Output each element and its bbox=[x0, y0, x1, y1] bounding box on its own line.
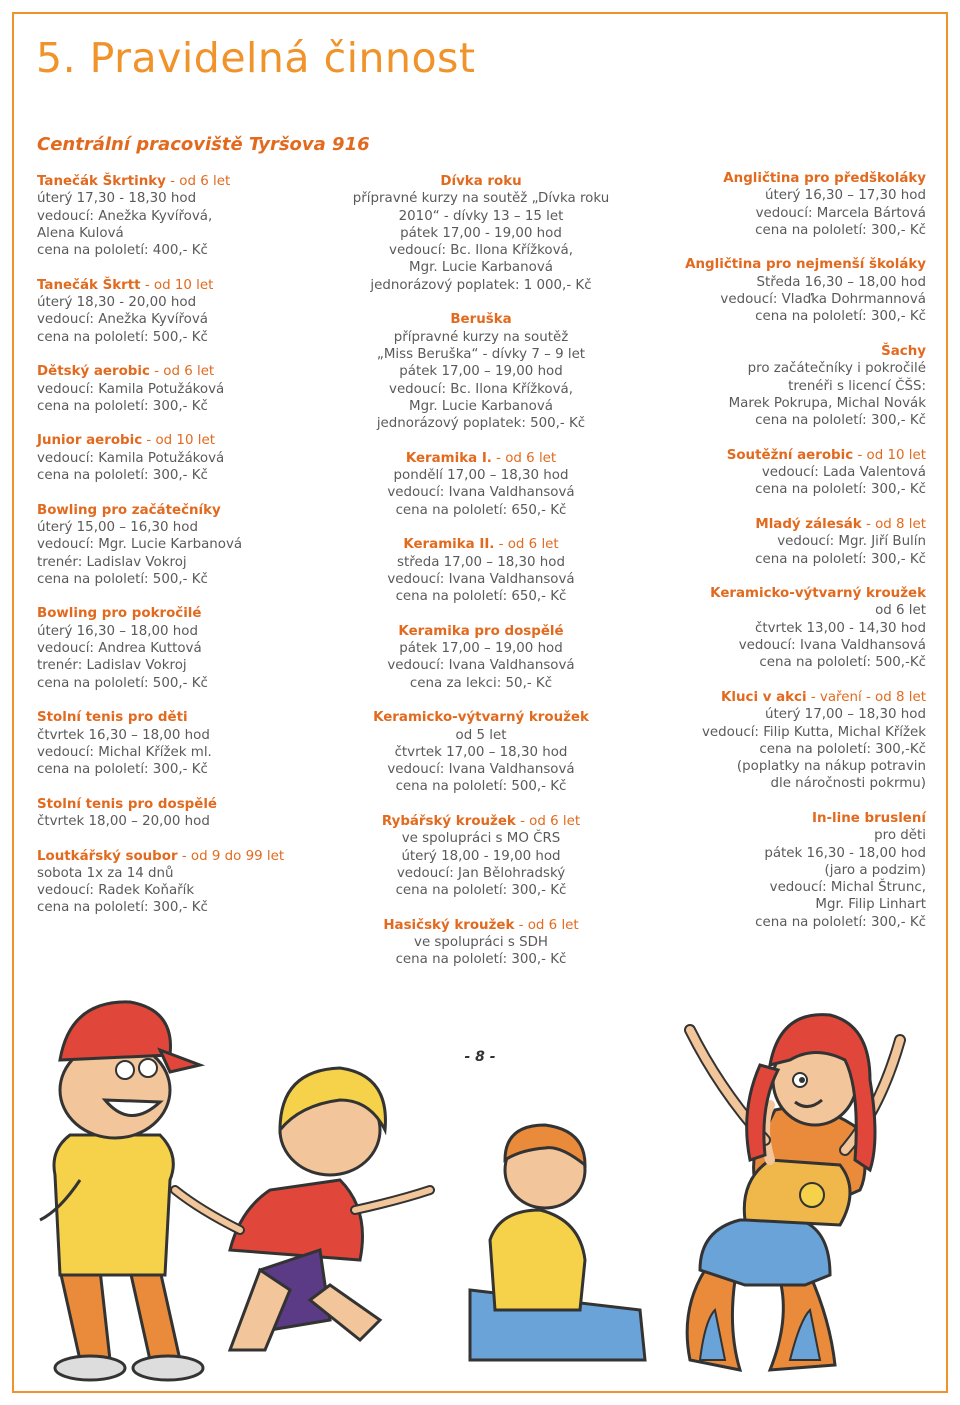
activity-block bbox=[340, 450, 622, 519]
activity-detail: čtvrtek 13,00 - 14,30 hod bbox=[755, 620, 926, 636]
activity-detail: pátek 16,30 - 18,00 hod bbox=[764, 845, 926, 861]
activity-title: Šachy bbox=[881, 343, 926, 359]
activity-age: - od 8 let bbox=[861, 516, 926, 532]
activity-age: - od 9 do 99 let bbox=[177, 848, 285, 864]
activity-title: Bowling pro pokročilé bbox=[37, 606, 202, 622]
right-column bbox=[630, 170, 926, 948]
page-number: - 8 - bbox=[464, 1049, 496, 1065]
activity-detail: vedoucí: Ivana Valdhansová bbox=[738, 638, 926, 654]
activity-heading bbox=[340, 536, 622, 553]
activity-heading bbox=[630, 689, 926, 706]
activity-detail: cena na pololetí: 300,- Kč bbox=[755, 482, 926, 498]
activity-heading bbox=[340, 709, 622, 726]
activity-detail: Mgr. Lucie Karbanová bbox=[409, 260, 553, 276]
activity-heading bbox=[37, 709, 337, 726]
activity-detail: pátek 17,00 - 19,00 hod bbox=[400, 225, 562, 241]
activity-heading bbox=[630, 516, 926, 533]
activity-detail: úterý 16,30 – 18,00 hod bbox=[37, 623, 198, 639]
activity-title: Angličtina pro nejmenší školáky bbox=[685, 257, 926, 273]
activity-heading bbox=[37, 796, 337, 813]
activity-title: Loutkářský soubor bbox=[37, 848, 178, 864]
activity-detail: cena na pololetí: 500,- Kč bbox=[37, 329, 208, 345]
activity-detail: vedoucí: Anežka Kyvířová bbox=[37, 312, 208, 328]
activity-title: In-line bruslení bbox=[811, 810, 926, 826]
activity-title: Bowling pro začátečníky bbox=[37, 502, 221, 518]
activity-heading bbox=[37, 277, 337, 294]
activity-detail: úterý 17,30 - 18,30 hod bbox=[37, 191, 197, 207]
activity-detail: vedoucí: Ivana Valdhansová bbox=[387, 658, 575, 674]
activity-block bbox=[340, 623, 622, 692]
middle-column bbox=[340, 173, 622, 986]
activity-heading bbox=[340, 623, 622, 640]
activity-detail: přípravné kurzy na soutěž bbox=[393, 329, 569, 345]
activity-block bbox=[340, 173, 622, 294]
activity-detail: od 6 let bbox=[875, 603, 926, 619]
activity-age: - od 6 let bbox=[149, 364, 215, 380]
activity-detail: cena za lekci: 50,- Kč bbox=[409, 675, 553, 691]
activity-detail: vedoucí: Michal Křížek ml. bbox=[37, 744, 212, 760]
activity-detail: cena na pololetí: 650,- Kč bbox=[395, 502, 567, 518]
activity-detail: vedoucí: Radek Koňařík bbox=[37, 883, 195, 899]
kids-illustration bbox=[0, 890, 960, 1395]
activity-block bbox=[630, 256, 926, 325]
activity-detail: pátek 17,00 – 19,00 hod bbox=[399, 641, 563, 657]
activity-detail: cena na pololetí: 300,-Kč bbox=[759, 741, 926, 757]
activity-title: Keramika II. bbox=[403, 537, 495, 553]
activity-block bbox=[340, 311, 622, 432]
activity-detail: (poplatky na nákup potravin bbox=[736, 759, 926, 775]
activity-detail: ve spolupráci s SDH bbox=[414, 935, 548, 951]
activity-title: Angličtina pro předškoláky bbox=[723, 171, 926, 186]
activity-detail: vedoucí: Vlaďka Dohrmannová bbox=[720, 292, 926, 308]
activity-title: Dívka roku bbox=[440, 174, 522, 189]
activity-age: - od 10 let bbox=[140, 277, 214, 293]
activity-detail: cena na pololetí: 400,- Kč bbox=[37, 243, 208, 259]
activity-detail: vedoucí: Ivana Valdhansová bbox=[387, 571, 575, 587]
activity-detail: jednorázový poplatek: 1 000,- Kč bbox=[370, 277, 592, 293]
activity-block bbox=[340, 709, 622, 795]
activity-block bbox=[630, 170, 926, 239]
activity-detail: trenéři s licencí ČŠS: bbox=[788, 378, 926, 394]
activity-detail: vedoucí: Bc. Ilona Křížková, bbox=[389, 243, 573, 259]
activity-detail: Mgr. Lucie Karbanová bbox=[409, 398, 553, 414]
activity-detail: (jaro a podzim) bbox=[824, 862, 926, 878]
activity-block bbox=[37, 605, 337, 691]
activity-heading bbox=[37, 605, 337, 622]
activity-title: Beruška bbox=[450, 312, 512, 328]
activity-title: Soutěžní aerobic bbox=[726, 447, 854, 463]
activity-detail: ve spolupráci s MO ČRS bbox=[401, 831, 561, 847]
activity-heading bbox=[630, 343, 926, 360]
activity-detail: cena na pololetí: 500,-Kč bbox=[759, 655, 926, 671]
activity-detail: úterý 17,00 – 18,30 hod bbox=[765, 707, 926, 723]
activity-detail: cena na pololetí: 650,- Kč bbox=[395, 589, 567, 605]
activity-block bbox=[37, 173, 337, 259]
activity-heading bbox=[37, 848, 337, 865]
activity-detail: pondělí 17,00 – 18,30 hod bbox=[393, 468, 569, 484]
activity-detail: vedoucí: Mgr. Jiří Bulín bbox=[777, 534, 926, 550]
activity-title: Junior aerobic bbox=[37, 433, 143, 449]
activity-heading bbox=[630, 810, 926, 827]
activity-block bbox=[340, 813, 622, 899]
activity-heading bbox=[37, 502, 337, 519]
activity-title: Rybářský kroužek bbox=[381, 813, 516, 829]
activity-title: Hasičský kroužek bbox=[383, 917, 515, 933]
activity-block bbox=[37, 502, 337, 588]
activity-heading bbox=[37, 173, 337, 190]
activity-detail: pátek 17,00 – 19,00 hod bbox=[399, 364, 563, 380]
activity-heading bbox=[630, 170, 926, 187]
activity-detail: jednorázový poplatek: 500,- Kč bbox=[376, 416, 586, 432]
activity-detail: cena na pololetí: 300,- Kč bbox=[755, 222, 926, 238]
activity-detail: vedoucí: Ivana Valdhansová bbox=[387, 762, 575, 778]
activity-detail: Alena Kulová bbox=[37, 225, 124, 241]
activity-title: Keramika pro dospělé bbox=[398, 623, 564, 639]
activity-title: Keramicko-výtvarný kroužek bbox=[373, 710, 589, 726]
page-title: 5. Pravidelná činnost bbox=[36, 34, 476, 82]
activity-heading bbox=[37, 363, 337, 380]
activity-detail: vedoucí: Filip Kutta, Michal Křížek bbox=[702, 724, 926, 740]
girl-figure bbox=[687, 1015, 900, 1370]
activity-block bbox=[37, 709, 337, 778]
activity-age: - od 6 let bbox=[165, 174, 231, 189]
activity-detail: trenér: Ladislav Vokroj bbox=[37, 554, 187, 570]
activity-detail: čtvrtek 16,30 – 18,00 hod bbox=[37, 727, 210, 743]
activity-detail: úterý 15,00 – 16,30 hod bbox=[37, 519, 198, 535]
activity-block bbox=[37, 796, 337, 831]
activity-detail: čtvrtek 18,00 – 20,00 hod bbox=[37, 813, 210, 829]
activity-detail: vedoucí: Michal Štrunc, bbox=[769, 880, 926, 896]
activity-detail: cena na pololetí: 500,- Kč bbox=[37, 675, 208, 691]
activity-age: - od 10 let bbox=[853, 447, 926, 463]
activity-detail: vedoucí: Anežka Kyvířová, bbox=[37, 208, 213, 224]
activity-detail: cena na pololetí: 300,- Kč bbox=[37, 762, 208, 778]
activity-block bbox=[630, 585, 926, 671]
activity-detail: cena na pololetí: 300,- Kč bbox=[395, 952, 567, 968]
activity-age: - vaření - od 8 let bbox=[806, 689, 926, 705]
activity-age: - od 6 let bbox=[515, 813, 581, 829]
activity-detail: vedoucí: Ivana Valdhansová bbox=[387, 485, 575, 501]
activity-title: Kluci v akci bbox=[721, 689, 807, 705]
activity-detail: Mgr. Filip Linhart bbox=[815, 897, 926, 913]
activity-heading bbox=[340, 450, 622, 467]
activity-title: Stolní tenis pro děti bbox=[37, 710, 188, 726]
activity-detail: cena na pololetí: 300,- Kč bbox=[37, 900, 208, 916]
activity-detail: sobota 1x za 14 dnů bbox=[37, 865, 174, 881]
activity-title: Stolní tenis pro dospělé bbox=[37, 796, 218, 812]
activity-heading bbox=[630, 585, 926, 602]
section-title: Centrální pracoviště Tyršova 916 bbox=[37, 134, 370, 155]
activity-detail: „Miss Beruška“ - dívky 7 – 9 let bbox=[376, 346, 586, 362]
activity-title: Mladý zálesák bbox=[755, 516, 862, 532]
activity-detail: středa 17,00 – 18,30 hod bbox=[397, 554, 565, 570]
activity-detail: úterý 18,30 - 20,00 hod bbox=[37, 295, 197, 311]
activity-block bbox=[37, 277, 337, 346]
activity-detail: pro děti bbox=[874, 828, 926, 844]
activity-detail: cena na pololetí: 300,- Kč bbox=[37, 398, 208, 414]
activity-detail: cena na pololetí: 300,- Kč bbox=[755, 914, 926, 930]
activity-detail: 2010“ - dívky 13 – 15 let bbox=[398, 208, 564, 224]
activity-detail: cena na pololetí: 300,- Kč bbox=[395, 883, 567, 899]
activity-detail: cena na pololetí: 500,- Kč bbox=[395, 779, 567, 795]
activity-title: Dětský aerobic bbox=[37, 364, 150, 380]
activity-block bbox=[37, 363, 337, 415]
activity-title: Tanečák Škrtt bbox=[37, 277, 141, 293]
activity-detail: Marek Pokrupa, Michal Novák bbox=[728, 395, 926, 411]
activity-block bbox=[630, 516, 926, 568]
activity-block bbox=[630, 343, 926, 429]
activity-detail: vedoucí: Kamila Potužáková bbox=[37, 450, 225, 466]
activity-detail: cena na pololetí: 300,- Kč bbox=[755, 551, 926, 567]
activity-detail: vedoucí: Kamila Potužáková bbox=[37, 381, 225, 397]
activity-age: - od 6 let bbox=[491, 450, 557, 466]
blonde-figure bbox=[175, 1068, 430, 1350]
activity-heading bbox=[340, 813, 622, 830]
activity-age: - od 10 let bbox=[142, 433, 215, 449]
activity-title: Tanečák Škrtinky bbox=[37, 174, 166, 189]
activity-block bbox=[340, 536, 622, 605]
activity-detail: vedoucí: Andrea Kuttová bbox=[37, 641, 202, 657]
activity-detail: od 5 let bbox=[455, 727, 507, 743]
activity-detail: úterý 18,00 - 19,00 hod bbox=[401, 848, 561, 864]
activity-title: Keramika I. bbox=[405, 450, 492, 466]
activity-age: - od 6 let bbox=[494, 537, 559, 553]
activity-detail: dle náročnosti pokrmu) bbox=[770, 776, 926, 792]
activity-detail: vedoucí: Bc. Ilona Křížková, bbox=[389, 381, 573, 397]
activity-block bbox=[37, 432, 337, 484]
activity-detail: vedoucí: Lada Valentová bbox=[761, 465, 926, 481]
activity-detail: vedoucí: Jan Bělohradský bbox=[396, 865, 566, 881]
activity-heading bbox=[630, 256, 926, 273]
activity-detail: vedoucí: Marcela Bártová bbox=[755, 205, 926, 221]
activity-detail: cena na pololetí: 500,- Kč bbox=[37, 571, 208, 587]
activity-detail: cena na pololetí: 300,- Kč bbox=[37, 468, 208, 484]
activity-detail: pro začátečníky i pokročilé bbox=[747, 361, 926, 377]
activity-detail: Středa 16,30 – 18,00 hod bbox=[756, 274, 926, 290]
activity-detail: úterý 16,30 – 17,30 hod bbox=[765, 188, 926, 204]
activity-block bbox=[630, 447, 926, 499]
activity-detail: přípravné kurzy na soutěž „Dívka roku bbox=[352, 191, 610, 207]
activity-detail: trenér: Ladislav Vokroj bbox=[37, 658, 187, 674]
activity-detail: cena na pololetí: 300,- Kč bbox=[755, 309, 926, 325]
activity-block bbox=[630, 689, 926, 793]
activity-detail: cena na pololetí: 300,- Kč bbox=[755, 413, 926, 429]
activity-heading bbox=[37, 432, 337, 449]
activity-detail: čtvrtek 17,00 – 18,30 hod bbox=[394, 744, 568, 760]
activity-heading bbox=[630, 447, 926, 464]
activity-heading bbox=[340, 311, 622, 328]
sitting-figure bbox=[470, 1125, 645, 1360]
activity-title: Keramicko-výtvarný kroužek bbox=[710, 586, 926, 602]
activity-heading bbox=[340, 173, 622, 190]
left-column bbox=[37, 173, 337, 934]
activity-age: - od 6 let bbox=[514, 917, 579, 933]
activity-detail: vedoucí: Mgr. Lucie Karbanová bbox=[37, 537, 243, 553]
